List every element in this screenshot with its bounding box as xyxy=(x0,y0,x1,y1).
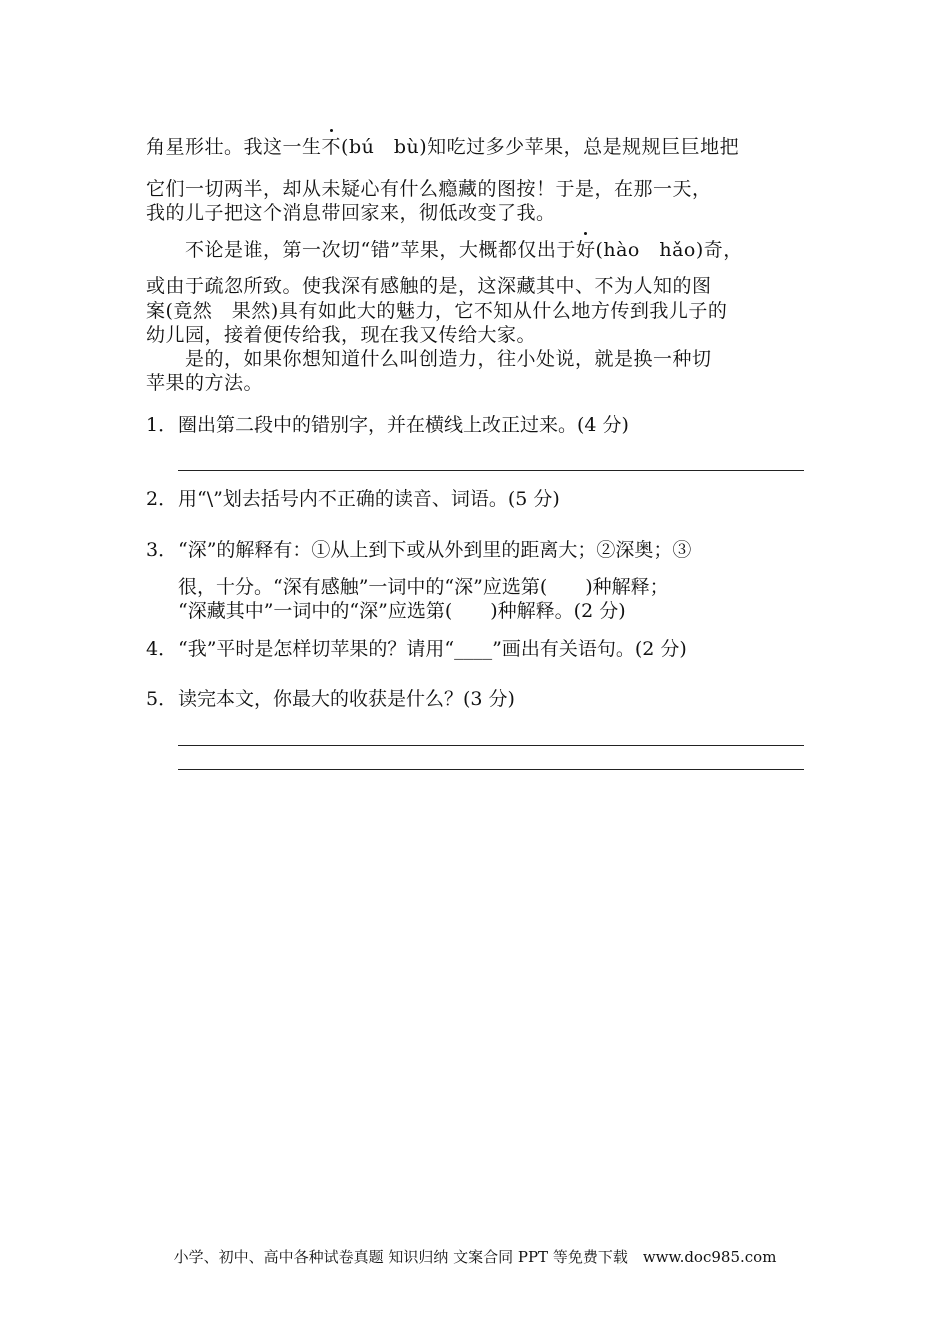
answer-line[interactable] xyxy=(178,745,804,746)
question-text: 圈出第二段中的错别字，并在横线上改正过来。(4 分) xyxy=(178,414,629,436)
dotted-char: 不 xyxy=(321,136,342,158)
passage-line-3: 我的儿子把这个消息带回家来，彻低改变了我。 xyxy=(146,202,556,224)
question-3-continuation: 很，十分。“深有感触”一词中的“深”应选第( )种解释； xyxy=(178,576,669,598)
question-text: “我”平时是怎样切苹果的？请用“____”画出有关语句。(2 分) xyxy=(178,638,687,660)
question-number: 1． xyxy=(146,414,178,436)
passage-line-1 xyxy=(146,135,739,159)
answer-line[interactable] xyxy=(178,769,804,770)
passage-text: 不论是谁，第一次切“错”苹果，大概都仅出于 xyxy=(146,239,576,261)
passage-line-5: 或由于疏忽所致。使我深有感触的是，这深藏其中、不为人知的图 xyxy=(146,275,712,297)
question-text: 用“\”划去括号内不正确的读音、词语。(5 分) xyxy=(178,488,560,510)
passage-line-8: 是的，如果你想知道什么叫创造力，往小处说，就是换一种切 xyxy=(146,348,712,370)
passage-line-9: 苹果的方法。 xyxy=(146,372,264,394)
question-number: 5． xyxy=(146,688,178,710)
question-2 xyxy=(146,487,560,511)
question-text: “深”的解释有：①从上到下或从外到里的距离大；②深奥；③ xyxy=(178,539,692,561)
question-text: 读完本文，你最大的收获是什么？(3 分) xyxy=(178,688,515,710)
passage-line-6: 案(竟然 果然)具有如此大的魅力，它不知从什么地方传到我儿子的 xyxy=(146,300,728,322)
question-3-continuation: “深藏其中”一词中的“深”应选第( )种解释。(2 分) xyxy=(178,600,626,622)
dotted-char: 好 xyxy=(575,239,596,261)
question-number: 2． xyxy=(146,488,178,510)
passage-line-4 xyxy=(146,238,743,262)
passage-text: (hào hǎo)奇， xyxy=(595,239,743,261)
passage-text: 角星形壮。我这一生 xyxy=(146,136,322,158)
question-1 xyxy=(146,413,629,437)
passage-line-2: 它们一切两半，却从未疑心有什么瘾藏的图按！于是，在那一天， xyxy=(146,178,712,200)
passage-text: (bú bù)知吃过多少苹果，总是规规巨巨地把 xyxy=(341,136,740,158)
question-number: 4． xyxy=(146,638,178,660)
question-3 xyxy=(146,538,691,562)
question-4 xyxy=(146,637,687,661)
answer-line[interactable] xyxy=(178,470,804,471)
question-5 xyxy=(146,687,515,711)
question-number: 3． xyxy=(146,539,178,561)
passage-line-7: 幼儿园，接着便传给我，现在我又传给大家。 xyxy=(146,324,537,346)
page-footer: 小学、初中、高中各种试卷真题 知识归纳 文案合同 PPT 等免费下载 www.doc985.com xyxy=(173,1248,777,1266)
